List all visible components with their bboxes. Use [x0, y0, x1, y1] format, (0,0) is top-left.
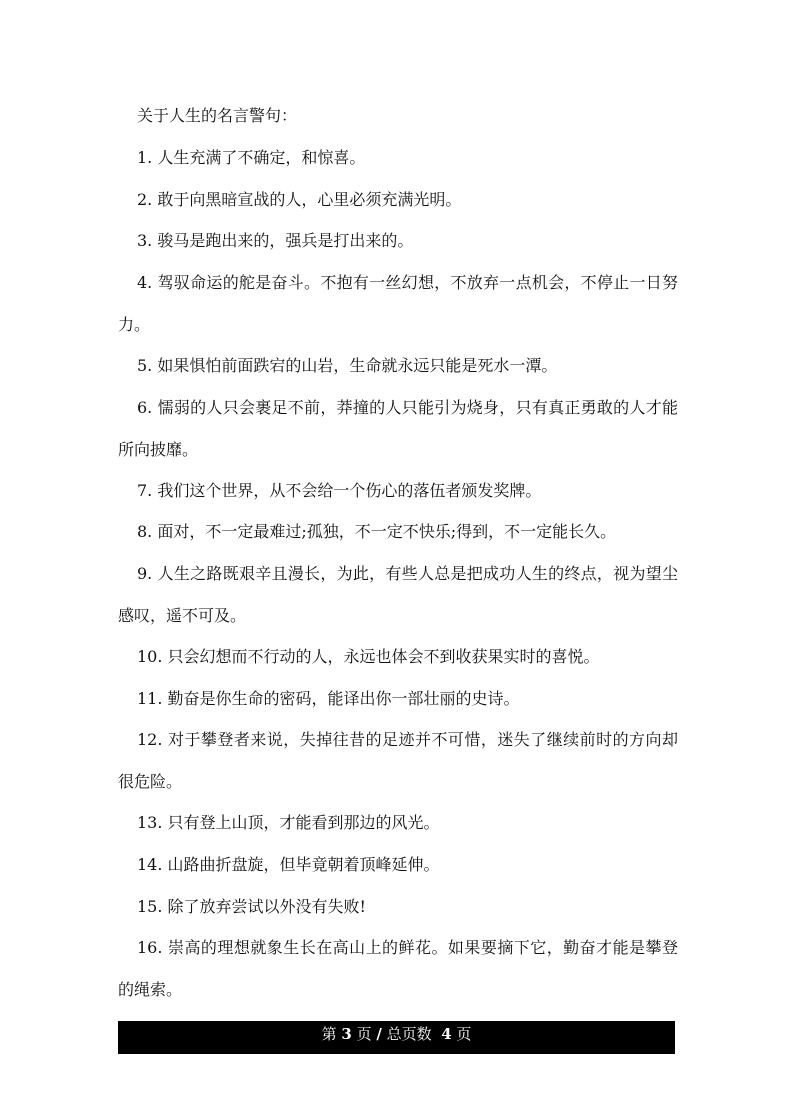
quote-item: 1. 人生充满了不确定，和惊喜。 — [137, 148, 366, 167]
quote-item: 9. 人生之路既艰辛且漫长，为此，有些人总是把成功人生的终点，视为望尘感叹，遥不可及。 — [118, 564, 678, 625]
footer-total-unit: 页 — [456, 1025, 472, 1043]
quote-item: 13. 只有登上山顶，才能看到那边的风光。 — [137, 813, 440, 832]
quote-item: 6. 懦弱的人只会裹足不前，莽撞的人只能引为烧身，只有真正勇敢的人才能所向披靡。 — [118, 398, 678, 459]
quote-item: 16. 崇高的理想就象生长在高山上的鲜花。如果要摘下它，勤奋才能是攀登的绳索。 — [118, 938, 678, 999]
quote-item: 12. 对于攀登者来说，失掉往昔的足迹并不可惜，迷失了继续前时的方向却很危险。 — [118, 730, 678, 791]
quote-item: 4. 驾驭命运的舵是奋斗。不抱有一丝幻想，不放弃一点机会，不停止一日努力。 — [118, 273, 678, 334]
quote-item: 15. 除了放弃尝试以外没有失败! — [137, 897, 366, 916]
quote-item: 10. 只会幻想而不行动的人，永远也体会不到收获果实时的喜悦。 — [137, 647, 600, 666]
total-page-count: 4 — [441, 1025, 452, 1043]
footer-separator: / — [376, 1025, 382, 1043]
footer-prefix: 第 — [321, 1025, 337, 1043]
quote-item: 2. 敢于向黑暗宣战的人，心里必须充满光明。 — [137, 190, 462, 209]
page-heading: 关于人生的名言警句： — [137, 106, 298, 125]
footer-page-unit: 页 — [356, 1025, 372, 1043]
page-footer — [118, 1021, 675, 1054]
quote-item: 7. 我们这个世界，从不会给一个伤心的落伍者颁发奖牌。 — [137, 481, 542, 500]
quote-item: 5. 如果惧怕前面跌宕的山岩，生命就永远只能是死水一潭。 — [137, 356, 558, 375]
quote-item: 11. 勤奋是你生命的密码，能译出你一部壮丽的史诗。 — [137, 689, 520, 708]
quote-item: 8. 面对，不一定最难过;孤独，不一定不快乐;得到，不一定能长久。 — [137, 522, 617, 541]
total-pages-label: 总页数 — [386, 1025, 432, 1043]
quote-item: 3. 骏马是跑出来的，强兵是打出来的。 — [137, 231, 414, 250]
current-page-number: 3 — [341, 1025, 352, 1043]
quote-item: 14. 山路曲折盘旋，但毕竟朝着顶峰延伸。 — [137, 855, 440, 874]
